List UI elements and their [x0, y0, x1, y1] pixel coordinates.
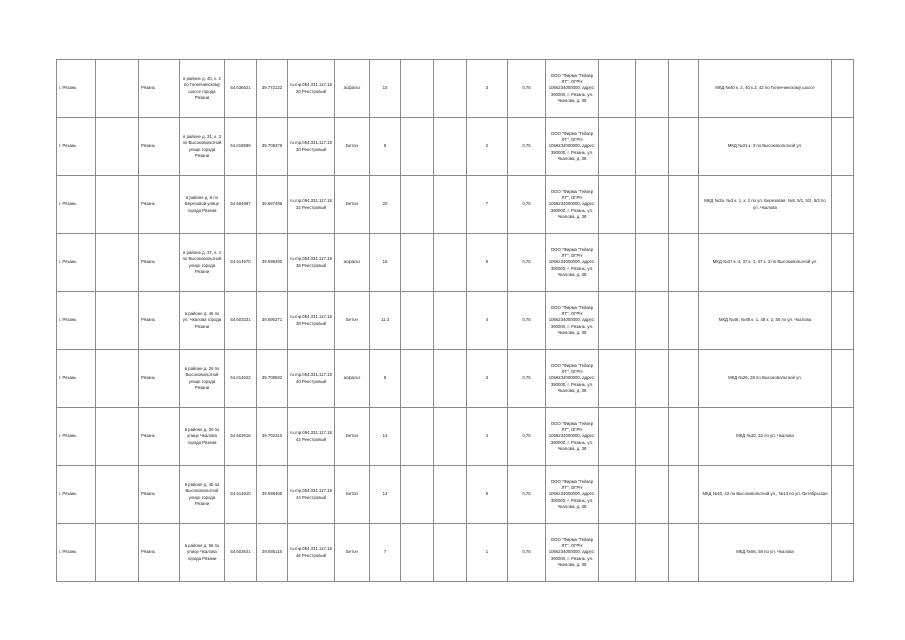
cell-surface: Бетон: [335, 118, 370, 176]
empty-cell: [599, 408, 636, 466]
cell-area: 11,3: [370, 292, 401, 350]
cell-surface: асфальт: [335, 234, 370, 292]
empty-cell: [96, 234, 139, 292]
table-row: [57, 118, 854, 176]
cell-reg: ru.mp.054.331.117.1830 Реестровый: [288, 118, 335, 176]
empty-cell: [636, 234, 669, 292]
cell-owner: ООО "Фирма "Гейзер ЛТ", ОГРН 1066234000000, адрес: 390000, г. Рязань, ул. Чкалова, д. 38: [546, 350, 599, 408]
cell-city: г. Рязань: [57, 408, 96, 466]
empty-cell: [636, 176, 669, 234]
cell-city: г. Рязань: [57, 118, 96, 176]
cell-surface: асфальт: [335, 350, 370, 408]
empty-cell: [669, 292, 699, 350]
cell-surface: Бетон: [335, 524, 370, 582]
cell-lat: 54.604987: [225, 176, 257, 234]
cell-count: 4: [467, 408, 508, 466]
cell-volume: 0,75: [508, 524, 546, 582]
empty-cell: [401, 118, 434, 176]
cell-location: в районе д. 5 по Березовой улице города Рязани: [180, 176, 225, 234]
cell-owner: ООО "Фирма "Гейзер ЛТ", ОГРН 1066234000000, адрес: 390000, г. Рязань, ул. Чкалова, д. 38: [546, 408, 599, 466]
cell-district: Рязань: [139, 350, 180, 408]
cell-lon: 39.697488: [257, 176, 288, 234]
cell-reg: ru.mp.054.331.117.1836 Реестровый: [288, 234, 335, 292]
cell-owner: ООО "Фирма "Гейзер ЛТ", ОГРН 1066234000000, адрес: 390000, г. Рязань, ул. Чкалова, д. 38: [546, 234, 599, 292]
cell-sources: МКД №26, 28 по Высоковольтной ул.: [699, 350, 832, 408]
empty-cell: [636, 292, 669, 350]
cell-count: 2: [467, 118, 508, 176]
empty-cell: [401, 408, 434, 466]
cell-count: 3: [467, 60, 508, 118]
empty-cell: [599, 292, 636, 350]
cell-lat: 54.614622: [225, 350, 257, 408]
cell-area: 14: [370, 408, 401, 466]
cell-lon: 39.702310: [257, 408, 288, 466]
cell-surface: асфальт: [335, 60, 370, 118]
cell-count: 6: [467, 466, 508, 524]
cell-city: г. Рязань: [57, 60, 96, 118]
cell-volume: 0,75: [508, 234, 546, 292]
empty-cell: [832, 176, 854, 234]
cell-lat: 54.618599: [225, 118, 257, 176]
empty-cell: [96, 292, 139, 350]
cell-reg: ru.mp.054.331.117.1846 Реестровый: [288, 524, 335, 582]
cell-count: 7: [467, 176, 508, 234]
empty-cell: [669, 176, 699, 234]
empty-cell: [401, 350, 434, 408]
empty-cell: [96, 408, 139, 466]
empty-cell: [401, 176, 434, 234]
cell-owner: ООО "Фирма "Гейзер ЛТ", ОГРН 1066234000000, адрес: 390000, г. Рязань, ул. Чкалова, д. 38: [546, 60, 599, 118]
cell-district: Рязань: [139, 60, 180, 118]
empty-cell: [669, 60, 699, 118]
empty-cell: [434, 118, 467, 176]
empty-cell: [832, 524, 854, 582]
empty-cell: [599, 466, 636, 524]
cell-lon: 39.695116: [257, 524, 288, 582]
cell-lon: 39.696271: [257, 292, 288, 350]
empty-cell: [669, 118, 699, 176]
empty-cell: [599, 350, 636, 408]
cell-city: г. Рязань: [57, 350, 96, 408]
empty-cell: [832, 350, 854, 408]
cell-district: Рязань: [139, 118, 180, 176]
empty-cell: [599, 118, 636, 176]
cell-reg: ru.mp.054.331.117.1832 Реестровый: [288, 176, 335, 234]
cell-district: Рязань: [139, 234, 180, 292]
cell-owner: ООО "Фирма "Гейзер ЛТ", ОГРН 1066234000000, адрес: 390000, г. Рязань, ул. Чкалова, д. 38: [546, 466, 599, 524]
cell-area: 7: [370, 524, 401, 582]
empty-cell: [434, 60, 467, 118]
cell-lon: 39.698465: [257, 466, 288, 524]
table-row: [57, 466, 854, 524]
registry-table: [56, 59, 854, 582]
cell-lon: 39.699490: [257, 234, 288, 292]
empty-cell: [401, 524, 434, 582]
cell-volume: 0,75: [508, 350, 546, 408]
cell-sources: МКД №3а, №3 к. 1, к. 2 по ул. Березовая, №5, 5/1, 5/2, 5/3 по ул. Чкалова: [699, 176, 832, 234]
cell-area: 8: [370, 350, 401, 408]
cell-volume: 0,75: [508, 466, 546, 524]
cell-area: 20: [370, 176, 401, 234]
table-row: [57, 524, 854, 582]
empty-cell: [669, 524, 699, 582]
cell-owner: ООО "Фирма "Гейзер ЛТ", ОГРН 1066234000000, адрес: 390000, г. Рязань, ул. Чкалова, д. 38: [546, 176, 599, 234]
cell-lon: 39.709379: [257, 118, 288, 176]
empty-cell: [636, 408, 669, 466]
cell-lat: 54.603618: [225, 408, 257, 466]
cell-sources: МКД №37 к. 4, 37 к. 1, 37 к. 3 по Высоковольтной ул.: [699, 234, 832, 292]
empty-cell: [636, 350, 669, 408]
cell-surface: Бетон: [335, 408, 370, 466]
cell-reg: ru.mp.054.331.117.1844 Реестровый: [288, 466, 335, 524]
cell-sources: МКД №31 к. 3 по Высоковольтной ул.: [699, 118, 832, 176]
empty-cell: [434, 292, 467, 350]
empty-cell: [434, 466, 467, 524]
empty-cell: [832, 60, 854, 118]
cell-reg: ru.mp.054.331.117.1840 Реестровый: [288, 350, 335, 408]
cell-sources: МКД №56, 58 по ул. Чкалова: [699, 524, 832, 582]
cell-sources: МКД №40 к. 2, 40 к.3, 42 по Голенчинскому шоссе: [699, 60, 832, 118]
cell-area: 8: [370, 118, 401, 176]
empty-cell: [669, 466, 699, 524]
table-row: [57, 234, 854, 292]
empty-cell: [434, 408, 467, 466]
empty-cell: [434, 234, 467, 292]
table-row: [57, 176, 854, 234]
cell-volume: 0,75: [508, 60, 546, 118]
cell-location: в районе д. 31, к. 3 по Высоковольтной улице города Рязани: [180, 118, 225, 176]
cell-area: 14: [370, 466, 401, 524]
table-row: [57, 350, 854, 408]
empty-cell: [96, 176, 139, 234]
empty-cell: [401, 234, 434, 292]
empty-cell: [96, 350, 139, 408]
cell-location: в районе д. 37, к. 4 по Высоковольтной улице города Рязани: [180, 234, 225, 292]
cell-surface: Бетон: [335, 292, 370, 350]
cell-city: г. Рязань: [57, 524, 96, 582]
empty-cell: [832, 466, 854, 524]
cell-count: 6: [467, 234, 508, 292]
cell-district: Рязань: [139, 408, 180, 466]
cell-city: г. Рязань: [57, 176, 96, 234]
cell-sources: МКД №30, 32 по ул. Чкалова: [699, 408, 832, 466]
cell-area: 16: [370, 234, 401, 292]
cell-volume: 0,75: [508, 118, 546, 176]
cell-sources: МКД №46, №48 к. 1, 48 к. 2, 50 по ул. Чкалова: [699, 292, 832, 350]
cell-volume: 0,75: [508, 176, 546, 234]
cell-surface: Бетон: [335, 176, 370, 234]
empty-cell: [636, 60, 669, 118]
empty-cell: [401, 292, 434, 350]
cell-reg: ru.mp.054.331.117.1838 Реестровый: [288, 292, 335, 350]
table-row: [57, 60, 854, 118]
table-row: [57, 292, 854, 350]
cell-owner: ООО "Фирма "Гейзер ЛТ", ОГРН 1066234000000, адрес: 390000, г. Рязань, ул. Чкалова, д. 38: [546, 292, 599, 350]
cell-owner: ООО "Фирма "Гейзер ЛТ", ОГРН 1066234000000, адрес: 390000, г. Рязань, ул. Чкалова, д. 38: [546, 118, 599, 176]
empty-cell: [599, 234, 636, 292]
empty-cell: [401, 60, 434, 118]
cell-lon: 39.772122: [257, 60, 288, 118]
cell-lat: 54.614610: [225, 466, 257, 524]
empty-cell: [832, 118, 854, 176]
cell-volume: 0,75: [508, 292, 546, 350]
empty-cell: [832, 408, 854, 466]
empty-cell: [96, 60, 139, 118]
cell-location: в районе д. 56 по улице Чкалова города Рязани: [180, 524, 225, 582]
cell-count: 3: [467, 350, 508, 408]
cell-location: в районе д. 30 по улице Чкалова города Рязани: [180, 408, 225, 466]
empty-cell: [599, 176, 636, 234]
empty-cell: [636, 466, 669, 524]
cell-volume: 0,75: [508, 408, 546, 466]
cell-sources: МКД №40, 42 по Высоковольтной ул., №13 по ул. Октябрьская: [699, 466, 832, 524]
cell-lat: 54.636621: [225, 60, 257, 118]
empty-cell: [669, 350, 699, 408]
cell-city: г. Рязань: [57, 292, 96, 350]
cell-district: Рязань: [139, 292, 180, 350]
empty-cell: [434, 176, 467, 234]
cell-reg: ru.mp.054.331.117.1820 Реестровый: [288, 60, 335, 118]
empty-cell: [669, 408, 699, 466]
cell-location: в районе д. 46 по ул. Чкалова города Рязани: [180, 292, 225, 350]
table-row: [57, 408, 854, 466]
empty-cell: [401, 466, 434, 524]
cell-reg: ru.mp.054.331.117.1842 Реестровый: [288, 408, 335, 466]
cell-surface: Бетон: [335, 466, 370, 524]
cell-city: г. Рязань: [57, 234, 96, 292]
empty-cell: [434, 350, 467, 408]
empty-cell: [96, 524, 139, 582]
cell-owner: ООО "Фирма "Гейзер ЛТ", ОГРН 1066234000000, адрес: 390000, г. Рязань, ул. Чкалова, д. 38: [546, 524, 599, 582]
cell-lat: 54.603641: [225, 524, 257, 582]
empty-cell: [599, 60, 636, 118]
empty-cell: [434, 524, 467, 582]
empty-cell: [96, 118, 139, 176]
cell-location: в районе д. 26 по Высоковольтной улице города Рязани: [180, 350, 225, 408]
cell-district: Рязань: [139, 466, 180, 524]
cell-count: 4: [467, 292, 508, 350]
cell-location: в районе д. 40 по Высоковольтной улице города Рязани: [180, 466, 225, 524]
cell-lat: 54.603331: [225, 292, 257, 350]
empty-cell: [636, 118, 669, 176]
empty-cell: [599, 524, 636, 582]
empty-cell: [832, 292, 854, 350]
cell-district: Рязань: [139, 176, 180, 234]
empty-cell: [669, 234, 699, 292]
cell-location: в районе д. 40, к. 2 по Голенчинскому шоссе города Рязани: [180, 60, 225, 118]
cell-lat: 54.614670: [225, 234, 257, 292]
cell-district: Рязань: [139, 524, 180, 582]
cell-lon: 39.708582: [257, 350, 288, 408]
empty-cell: [96, 466, 139, 524]
empty-cell: [636, 524, 669, 582]
empty-cell: [832, 234, 854, 292]
cell-area: 10: [370, 60, 401, 118]
cell-count: 1: [467, 524, 508, 582]
cell-city: г. Рязань: [57, 466, 96, 524]
